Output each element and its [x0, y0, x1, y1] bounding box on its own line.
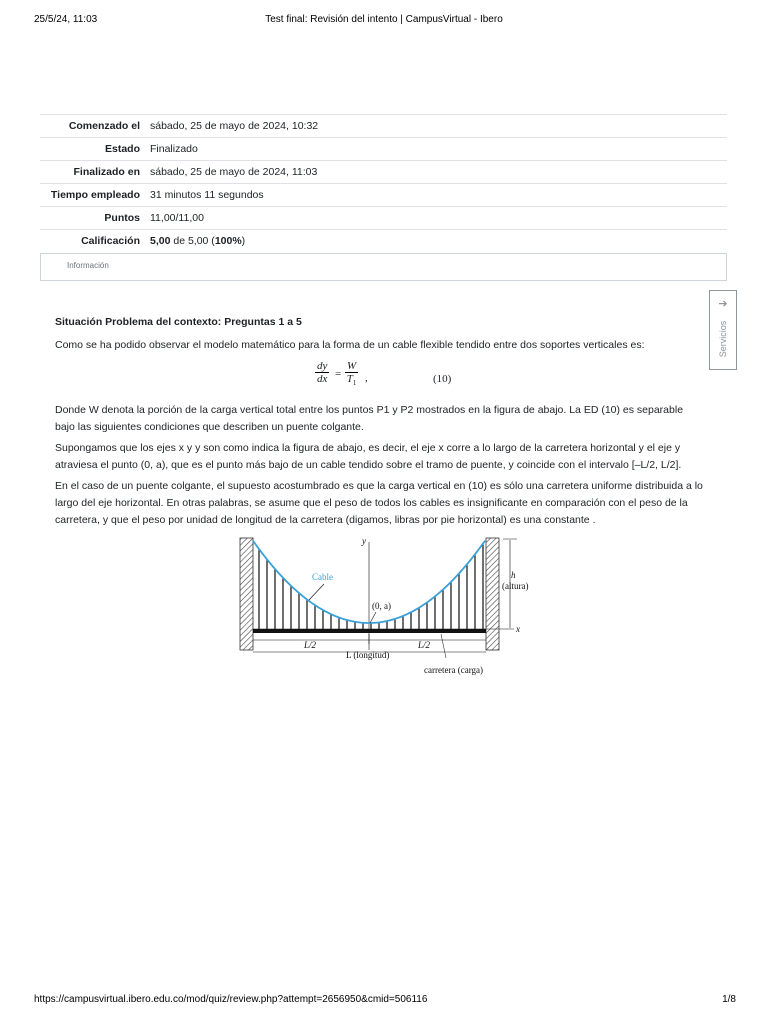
grade-value: 5,00	[150, 235, 171, 247]
fraction-w-t1	[345, 360, 358, 387]
summary-value: sábado, 25 de mayo de 2024, 11:03	[150, 166, 318, 178]
equation-tag: (10)	[433, 373, 452, 385]
summary-row	[40, 138, 727, 161]
question-content	[55, 314, 705, 360]
eq-den1: dx	[317, 373, 328, 385]
height-sublabel: (altura)	[502, 581, 529, 591]
grade-end: )	[241, 235, 246, 247]
page-url: https://campusvirtual.ibero.edu.co/mod/quiz/review.php?attempt=2656950&cmid=506116	[34, 994, 428, 1005]
eq-den2-sub: 1	[352, 379, 357, 388]
summary-value: 11,00/11,00	[150, 212, 204, 224]
services-tab[interactable]	[709, 290, 737, 370]
print-header	[0, 14, 768, 28]
summary-row	[40, 184, 727, 207]
eq-num1: dy	[317, 360, 328, 372]
summary-label: Comenzado el	[68, 120, 140, 132]
point-label: (0, a)	[372, 601, 391, 611]
road-label: carretera (carga)	[424, 665, 484, 675]
eq-den2-wrap	[345, 373, 358, 387]
summary-row	[40, 161, 727, 184]
summary-row	[40, 230, 727, 253]
eq-equals: =	[335, 368, 342, 380]
cable-label-leader	[309, 584, 324, 600]
summary-value: sábado, 25 de mayo de 2024, 10:32	[150, 120, 319, 132]
summary-value	[146, 230, 727, 253]
summary-value: 31 minutos 11 segundos	[150, 189, 264, 201]
half-left-label: L/2	[304, 640, 317, 650]
arrow-right-icon: ➔	[718, 298, 728, 310]
eq-comma: ,	[365, 372, 368, 384]
page-number: 1/8	[722, 994, 736, 1005]
height-label: h	[511, 570, 516, 580]
paragraph-1: Donde W denota la porción de la carga vertical total entre los puntos P1 y P2 mostrados en la figura de abajo. La ED (10) es separable bajo las siguientes condiciones que describen un puente colgante.	[55, 404, 684, 433]
road-label-leader	[441, 634, 446, 658]
summary-label: Estado	[104, 143, 140, 155]
print-title: Test final: Revisión del intento | CampusVirtual - Ibero	[265, 14, 503, 25]
summary-label: Puntos	[104, 212, 140, 224]
information-box	[40, 253, 727, 281]
services-label: Servicios	[718, 320, 728, 358]
bridge-diagram	[236, 532, 536, 680]
summary-row	[40, 115, 727, 138]
paragraph-3: En el caso de un puente colgante, el supuesto acostumbrado es que la carga vertical en (10) es sólo una carretera uniforme distribuida a lo largo del eje horizontal. En otras palabras, se asume que el peso de todos los cables es insignificante en comparación con el peso de la carretera, y que el peso por unidad de longitud de la carretera (digamos, libras por pie horizontal) es una constante .	[55, 480, 703, 526]
grade-mid: de 5,00 (	[170, 235, 215, 247]
length-label: L (longitud)	[346, 650, 390, 660]
right-support-wall	[486, 538, 499, 650]
point-label-leader	[370, 612, 376, 623]
eq-den2: T	[346, 373, 353, 385]
print-datetime: 25/5/24, 11:03	[34, 14, 98, 25]
summary-value: Finalizado	[150, 143, 198, 155]
equation-10	[315, 360, 475, 396]
summary-label: Calificación	[81, 235, 140, 247]
suspension-bridge-figure	[236, 532, 536, 680]
grade-percent: 100%	[214, 235, 242, 247]
half-right-label: L/2	[418, 640, 431, 650]
road-deck	[253, 629, 486, 633]
information-label: Información	[67, 261, 109, 270]
eq-num2: W	[347, 360, 357, 372]
summary-label: Finalizado en	[73, 166, 140, 178]
cable-label: Cable	[312, 572, 333, 582]
paragraph-2: Supongamos que los ejes x y y son como indica la figura de abajo, es decir, el eje x corre a lo largo de la carretera horizontal y el eje y atraviesa el punto (0, a), que es el punto más bajo de un cable tendido sobre el tramo de puente, y coincide con el intervalo [–L/2, L/2].	[55, 442, 682, 471]
intro-paragraph: Como se ha podido observar el modelo matemático para la forma de un cable flexible tendido entre dos soportes verticales es:	[55, 339, 645, 351]
left-support-wall	[240, 538, 253, 650]
summary-row	[40, 207, 727, 230]
summary-label: Tiempo empleado	[50, 189, 140, 201]
fraction-dy-dx	[315, 360, 329, 385]
x-axis-label: x	[516, 624, 520, 634]
y-axis-label: y	[362, 536, 366, 546]
situation-heading: Situación Problema del contexto: Preguntas 1 a 5	[55, 316, 302, 328]
attempt-summary-table	[40, 114, 727, 252]
